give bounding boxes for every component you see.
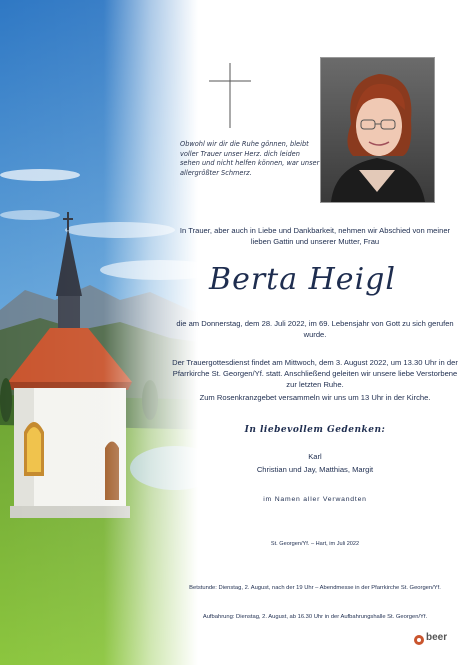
funeral-home-logo <box>413 632 461 648</box>
death-date-text: die am Donnerstag, dem 28. Juli 2022, im 69. Lebensjahr von Gott zu sich gerufen wurde. <box>176 319 454 339</box>
memorial-quote: Obwohl wir dir die Ruhe gönnen, bleibt voller Trauer unser Herz. dich leiden sehen und nicht helfen können, war unser allergrößter Schmerz. <box>180 140 320 177</box>
intro-text: In Trauer, aber auch in Liebe und Dankbarkeit, nehmen wir Abschied von meiner lieben Gattin und unserer Mutter, Frau <box>179 226 451 246</box>
portrait-photo <box>320 57 435 203</box>
relatives-line: im Namen aller Verwandten <box>263 496 367 503</box>
logo-mark-icon <box>413 634 425 646</box>
place-date-line: St. Georgen/Yf. – Hart, im Juli 2022 <box>270 541 360 547</box>
logo-text: beer <box>426 632 448 643</box>
cross-icon <box>208 62 252 128</box>
family-line-2: Christian und Jay, Matthias, Margit <box>256 465 374 474</box>
laying-out-text: Aufbahrung: Dienstag, 2. August, ab 16.30 Uhr in der Aufbahrungshalle St. Georgen/Yf. <box>202 614 428 620</box>
deceased-name: Berta Heigl <box>209 262 396 297</box>
rosary-text: Zum Rosenkranzgebet versammeln wir uns um 13 Uhr in der Kirche. <box>199 393 431 402</box>
memory-heading: In liebevollem Gedenken: <box>244 425 386 435</box>
funeral-service-text: Der Trauergottesdienst findet am Mittwoch, dem 3. August 2022, um 13.30 Uhr in der Pfarrkirche St. Georgen/Yf. statt. Anschließend geleiten wir unsere liebe Verstorbene zur letzten Ruhe. <box>172 358 458 389</box>
prayer-hour-text: Betstunde: Dienstag, 2. August, nach der 19 Uhr – Abendmesse in der Pfarrkirche St. Georgen/Yf. <box>189 585 441 591</box>
family-line-1: Karl <box>308 452 322 461</box>
